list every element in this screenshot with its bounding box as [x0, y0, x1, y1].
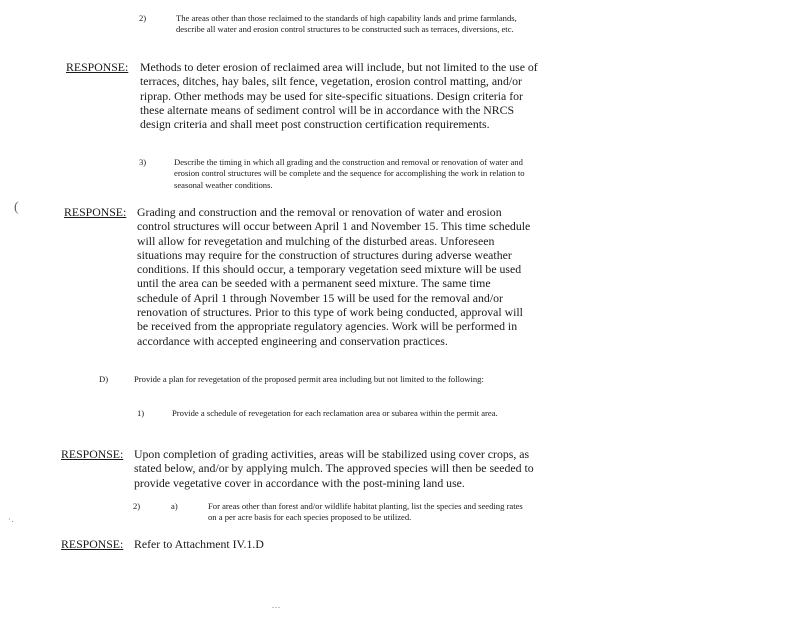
margin-mark-2: ·.	[8, 515, 15, 524]
footer-mark: ...	[272, 601, 281, 610]
item-3-number: 3)	[139, 157, 147, 167]
margin-mark-1: (	[14, 200, 20, 215]
item-D-number: D)	[99, 374, 109, 384]
item-2a-number: 2)	[133, 501, 141, 511]
item-2-number: 2)	[139, 13, 147, 23]
item-1-text: Provide a schedule of revegetation for each reclamation area or subarea within the permit area.	[172, 408, 498, 418]
response-4-text: Refer to Attachment IV.1.D	[134, 537, 264, 551]
response-3-label: RESPONSE:	[61, 447, 124, 461]
response-1-text: Methods to deter erosion of reclaimed area will include, but not limited to the use of terraces, ditches, hay bales, silt fence, vegetation, erosion control matting, and/or riprap. Other methods may be used for site-specific situations. Design criteria for these alternate means of sediment control will be in accordance with the NRCS design criteria and shall meet post construction certification requirements.	[140, 60, 538, 132]
item-1-number: 1)	[137, 408, 145, 418]
response-4-label: RESPONSE:	[61, 537, 124, 551]
item-2a-subletter: a)	[171, 501, 178, 511]
response-1-label: RESPONSE:	[66, 60, 129, 74]
item-2a-text: For areas other than forest and/or wildlife habitat planting, list the species and seeding rates on a per acre basis for each species proposed to be utilized.	[208, 501, 523, 523]
response-2-label: RESPONSE:	[64, 205, 127, 219]
item-3-text: Describe the timing in which all grading and the construction and removal or renovation of water and erosion control structures will be complete and the sequence for accomplishing the work in relation to seasonal weather conditions.	[174, 157, 525, 190]
item-2-text: The areas other than those reclaimed to the standards of high capability lands and prime farmlands, describe all water and erosion control structures to be constructed such as terraces, diversions, etc.	[176, 13, 517, 35]
response-3-text: Upon completion of grading activities, areas will be stabilized using cover crops, as stated below, and/or by applying mulch. The approved species will then be seeded to provide vegetative cover in accordance with the post-mining land use.	[134, 447, 534, 490]
item-D-text: Provide a plan for revegetation of the proposed permit area including but not limited to the following:	[134, 374, 484, 384]
response-2-text: Grading and construction and the removal or renovation of water and erosion control structures will occur between April 1 and November 15. This time schedule will allow for revegetation and mulching of the disturbed areas. Unforeseen situations may require for the construction of structures during adverse weather conditions. If this should occur, a temporary vegetation seed mixture will be used until the area can be seeded with a permanent seed mixture. The same time schedule of April 1 through November 15 will be used for the removal and/or renovation of structures. Prior to this type of work being conducted, approval will be received from the appropriate regulatory agencies. Work will be performed in accordance with accepted engineering and conservation practices.	[137, 205, 531, 348]
